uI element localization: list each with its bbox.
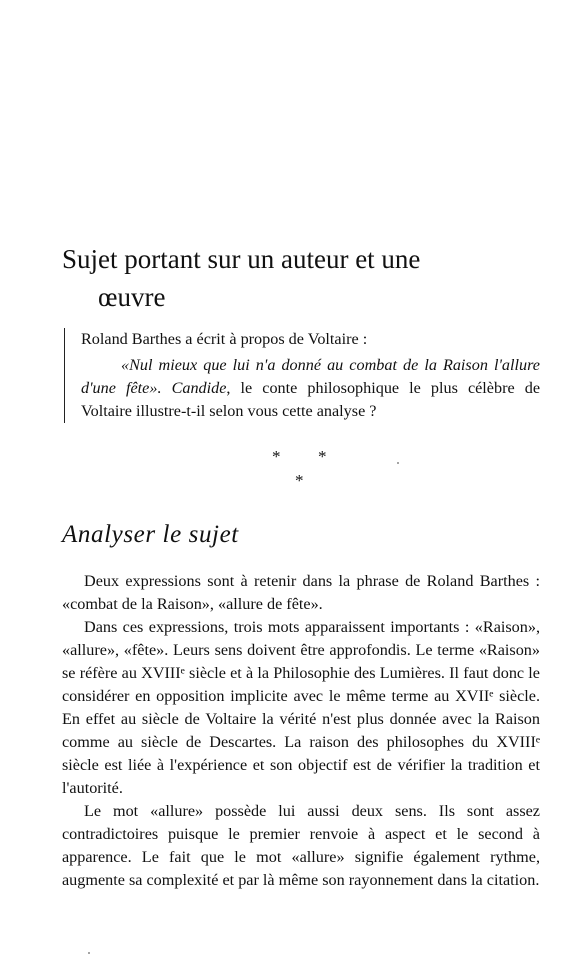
separator-asterisk: *: [272, 447, 281, 466]
question-text: , le conte philosophique le plus célèbre de Voltaire illustre-t-il selon vous cette analyse ?: [81, 379, 540, 420]
print-speck: [397, 462, 399, 464]
separator-asterisk: *: [318, 447, 327, 466]
separator-asterisk: *: [295, 471, 304, 490]
page-title-line2: œuvre: [98, 282, 166, 312]
section-body: [62, 570, 540, 892]
quote-intro: Roland Barthes a écrit à propos de Voltaire :: [81, 330, 368, 348]
page-title: [62, 240, 532, 316]
body-paragraph: Le mot «allure» possède lui aussi deux sens. Ils sont assez contradictoires puisque le premier renvoie à aspect et le second à apparence. Le fait que le mot «allure» signifie également rythme, augmente sa complexité et par là même son rayonnement dans la citation.: [62, 802, 540, 889]
barthes-quote: «Nul mieux que lui n'a donné au combat de la Raison l'allure d'une fête».: [81, 356, 540, 397]
work-title: Candide: [171, 379, 227, 397]
section-heading: Analyser le sujet: [62, 521, 239, 548]
subject-quote-block: [64, 328, 540, 423]
page-title-line1: Sujet portant sur un auteur et une: [62, 244, 421, 274]
body-paragraph: Deux expressions sont à retenir dans la phrase de Roland Barthes : «combat de la Raison», «allure de fête».: [62, 572, 540, 613]
print-speck: [88, 952, 90, 954]
body-paragraph: Dans ces expressions, trois mots apparaissent importants : «Raison», «allure», «fête». Leurs sens doivent être approfondis. Le terme «Raison» se réfère au XVIIIᵉ siècle et à la Philosophie des Lumières. Il faut donc le considérer en opposition implicite avec le même terme au XVIIᵉ siècle. En effet au siècle de Voltaire la vérité n'est plus donnée avec la Raison comme au siècle de Descartes. La raison des philosophes du XVIIIᵉ siècle est liée à l'expérience et son objectif est de vérifier la tradition et l'autorité.: [62, 618, 540, 797]
section-separator: [0, 444, 567, 494]
quote-question: [81, 354, 540, 423]
